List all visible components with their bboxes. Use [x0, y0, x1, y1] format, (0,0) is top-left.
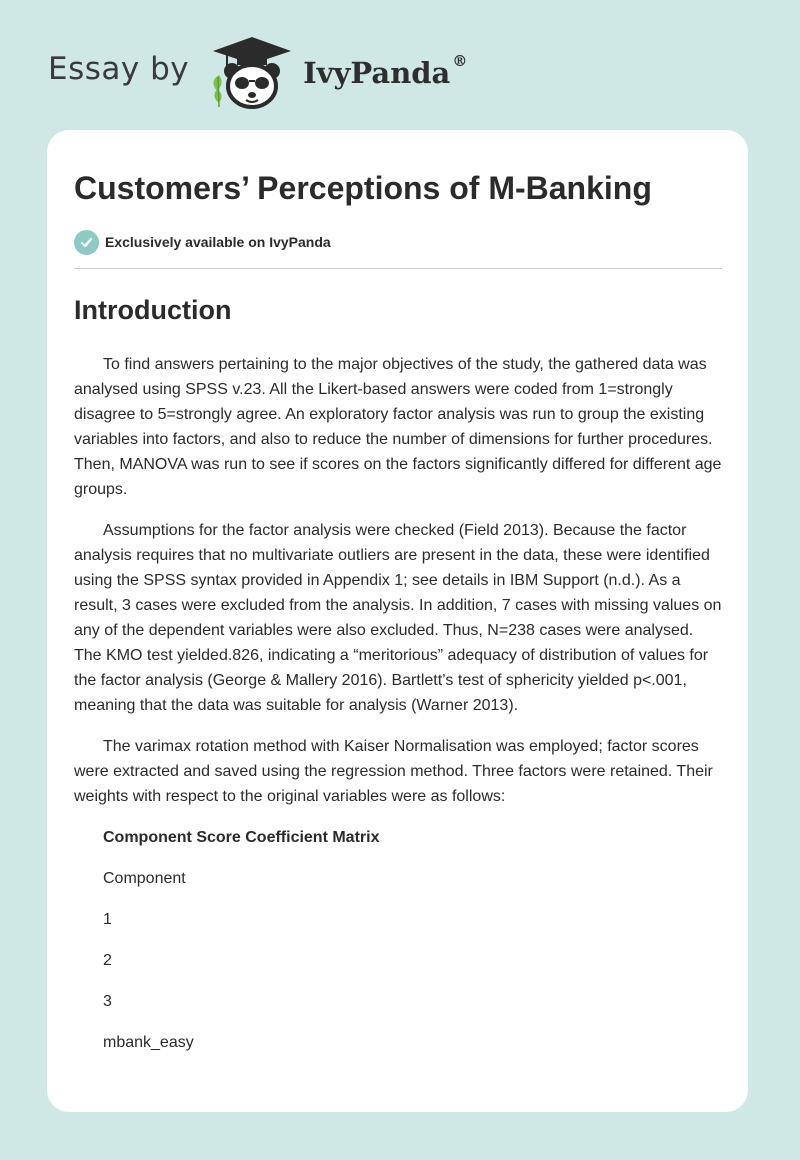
table-line: 2 — [103, 952, 112, 969]
paragraph: The varimax rotation method with Kaiser Normalisation was employed; factor scores were extracted and saved using the regression method. Three factors were retained. Their weights with respect to the original variables were as follows: — [74, 738, 713, 805]
brand-name[interactable] — [303, 52, 468, 90]
brand-text: IvyPanda — [303, 56, 451, 90]
paragraph: To find answers pertaining to the major objectives of the study, the gathered data was analysed using SPSS v.23. All the Likert-based answers were coded from 1=strongly disagree to 5=strongly agree. An exploratory factor analysis was run to group the existing variables into factors, and also to reduce the number of dimensions for further procedures. Then, MANOVA was run to see if scores on the factors significantly differed for different age groups. — [74, 356, 722, 498]
site-header — [48, 32, 467, 112]
essay-by-label: Essay by — [48, 51, 190, 87]
article-title: Customers’ Perceptions of M-Banking — [74, 170, 652, 206]
section-heading: Introduction — [74, 295, 232, 325]
table-line: mbank_easy — [103, 1034, 194, 1051]
table-line: Component — [103, 870, 186, 887]
title-divider — [74, 268, 722, 269]
exclusive-badge-text: Exclusively available on IvyPanda — [105, 234, 331, 250]
check-icon — [74, 230, 99, 255]
table-line: 1 — [103, 911, 112, 928]
exclusive-badge — [74, 228, 722, 256]
panda-graduate-logo-icon[interactable] — [207, 33, 297, 111]
table-line: 3 — [103, 993, 112, 1010]
registered-mark: ® — [452, 52, 468, 71]
paragraph: Assumptions for the factor analysis were checked (Field 2013). Because the factor analysis requires that no multivariate outliers are present in the data, these were identified using the SPSS syntax provided in Appendix 1; see details in IBM Support (n.d.). As a result, 3 cases were excluded from the analysis. In addition, 7 cases with missing values on any of the dependent variables were also excluded. Thus, N=238 cases were analysed. The KMO test yielded.826, indicating a “meritorious” adequacy of distribution of values for the factor analysis (George & Mallery 2016). Bartlett’s test of sphericity yielded p<.001, meaning that the data was suitable for analysis (Warner 2013). — [74, 522, 722, 714]
article-card — [47, 130, 748, 1112]
table-title: Component Score Coefficient Matrix — [103, 829, 380, 846]
